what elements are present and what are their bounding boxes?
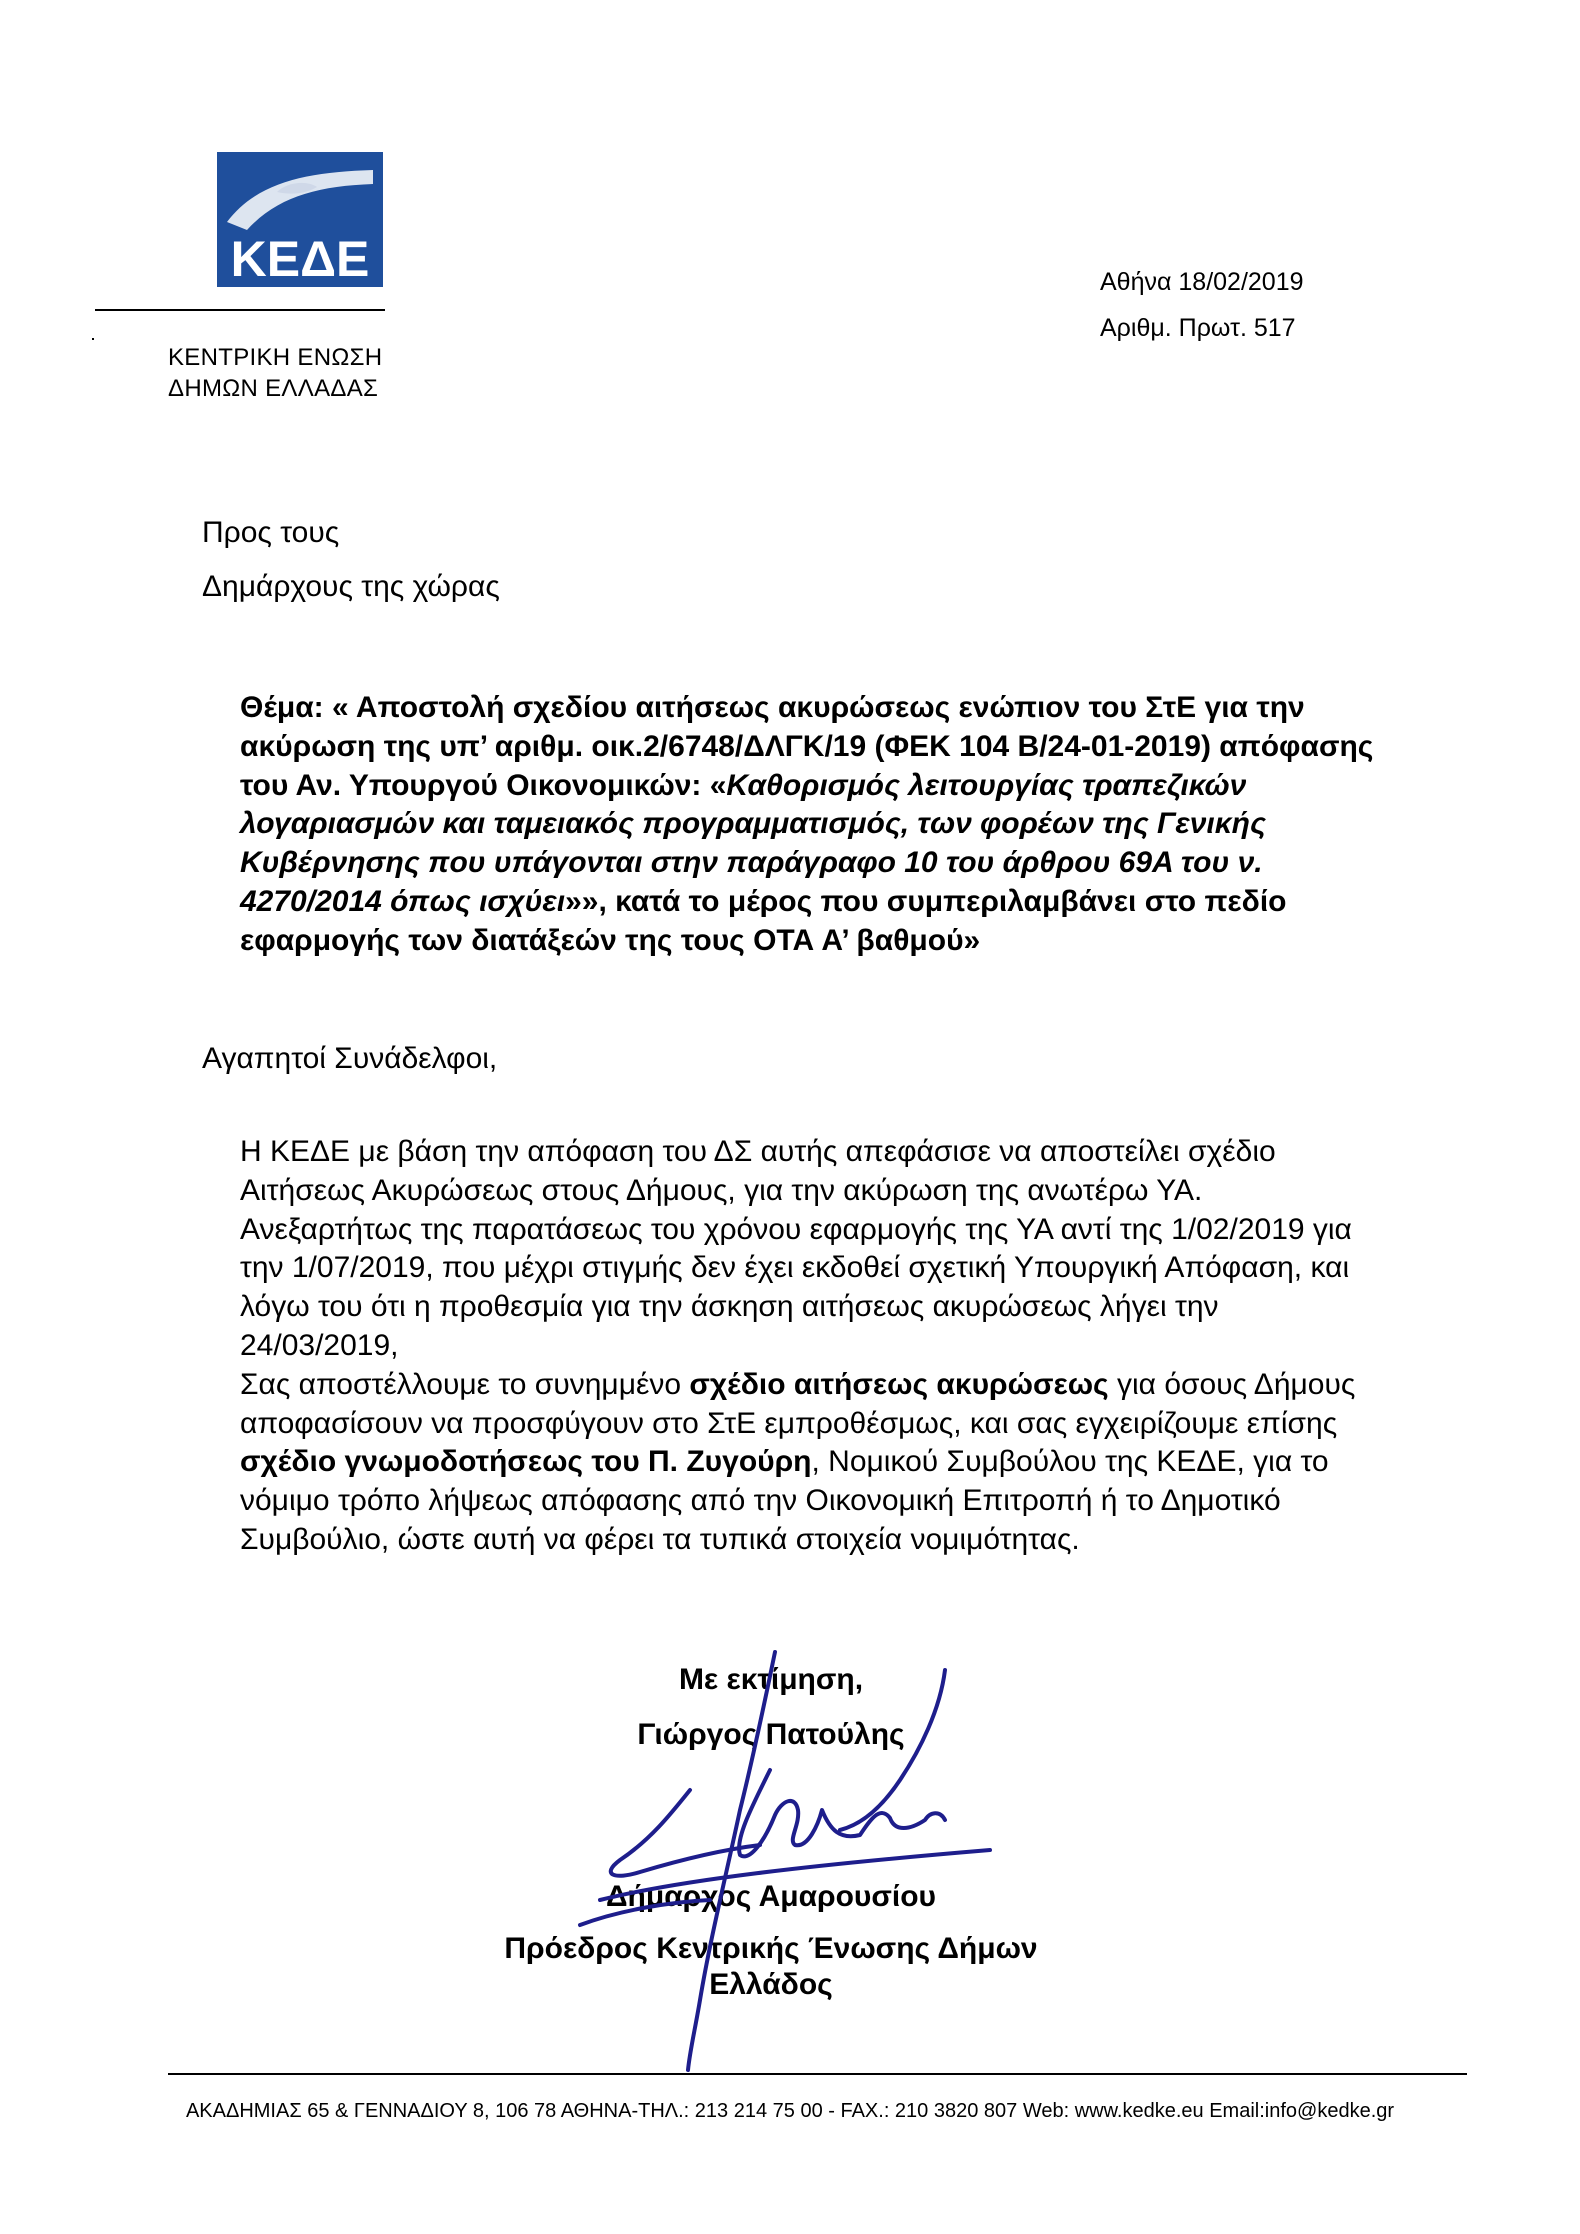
handwritten-signature <box>560 1640 1020 2080</box>
footer-contact: ΑΚΑΔΗΜΙΑΣ 65 & ΓΕΝΝΑΔΙΟΥ 8, 106 78 ΑΘΗΝΑ-ΤΗΛ.: 213 214 75 00 - FAX.: 210 3820 807 Web: www.kedke.eu Email:info@kedke.gr <box>185 2100 1395 2122</box>
dot-mark <box>92 338 94 340</box>
subject-paragraph <box>240 689 1390 961</box>
body-bold-1: σχέδιο αιτήσεως ακυρώσεως <box>689 1367 1109 1401</box>
body-text-2: Σας αποστέλλουμε το συνημμένο <box>240 1367 690 1401</box>
signer-title-line3: Ελλάδος <box>709 1968 833 2001</box>
signer-name: Γιώργος Πατούλης <box>637 1718 905 1751</box>
body-bold-2: σχέδιο γνωμοδοτήσεως του Π. Ζυγούρη <box>240 1445 812 1479</box>
signer-title-line2: Πρόεδρος Κεντρικής Ένωσης Δήμων <box>504 1932 1038 1965</box>
org-name-line2: ΔΗΜΩΝ ΕΛΛΑΔΑΣ <box>168 375 379 402</box>
signer-title-line1: Δήμαρχος Αμαρουσίου <box>605 1880 937 1913</box>
body-text-1: Η ΚΕΔΕ με βάση την απόφαση του ΔΣ αυτής απεφάσισε να αποστείλει σχέδιο Αιτήσεως Ακυρώσεως στους Δήμους, για την ακύρωση της ανωτέρω ΥΑ. Ανεξαρτήτως της παρατάσεως του χρόνου εφαρμογής της ΥΑ αντί της 1/02/2019 για την 1/07/2019, που μέχρι στιγμής δεν έχει εκδοθεί σχετική Υπουργική Απόφαση, και λόγω του ότι η προθεσμία για την άσκηση αιτήσεως ακυρώσεως λήγει την 24/03/2019, <box>240 1135 1352 1362</box>
org-name-line1: ΚΕΝΤΡΙΚΗ ΕΝΩΣΗ <box>168 344 383 371</box>
recipient-line1: Προς τους <box>202 516 340 549</box>
logo-divider <box>95 309 385 311</box>
protocol-number: Αριθμ. Πρωτ. 517 <box>1100 314 1296 342</box>
body-paragraph <box>240 1133 1380 1560</box>
body-text-3: για όσους Δήμους αποφασίσουν να προσφύγουν στο ΣτΕ εμπροθέσμως, και σας εγχειρίζουμε επίσης <box>240 1367 1356 1440</box>
body-text-4: , Νομικού Συμβούλου της ΚΕΔΕ, για το νόμιμο τρόπο λήψεως απόφασης από την Οικονομική Επιτροπή ή το Δημοτικό Συμβούλιο, ώστε αυτή να φέρει τα τυπικά στοιχεία νομιμότητας. <box>240 1445 1329 1556</box>
subject-italic-title: Καθορισμός λειτουργίας τραπεζικών λογαριασμών και ταμειακός προγραμματισμός, των φορέων της Γενικής Κυβέρνησης που υπάγονται στην παράγραφο 10 του άρθρου 69Α του ν. 4270/2014 όπως ισχύει <box>240 768 1266 918</box>
greeting: Αγαπητοί Συνάδελφοι, <box>202 1042 498 1075</box>
recipient-line2: Δημάρχους της χώρας <box>202 570 500 603</box>
letter-date: Αθήνα 18/02/2019 <box>1100 268 1304 296</box>
footer-divider <box>168 2073 1467 2075</box>
closing: Με εκτίμηση, <box>678 1663 864 1696</box>
kede-logo <box>217 152 383 287</box>
subject-text-end: »», κατά το μέρος που συμπεριλαμβάνει στο πεδίο εφαρμογής των διατάξεών της τους ΟΤΑ Α’ βαθμού» <box>240 884 1287 957</box>
logo-text: ΚΕΔΕ <box>230 231 370 287</box>
subject-text: Θέμα: « Αποστολή σχεδίου αιτήσεως ακυρώσεως ενώπιον του ΣτΕ για την ακύρωση της υπ’ αριθμ. οικ.2/6748/ΔΛΓΚ/19 (ΦΕΚ 104 Β/24-01-2019) απόφασης του Αν. Υπουργού Οικονομικών: « <box>240 691 1374 802</box>
